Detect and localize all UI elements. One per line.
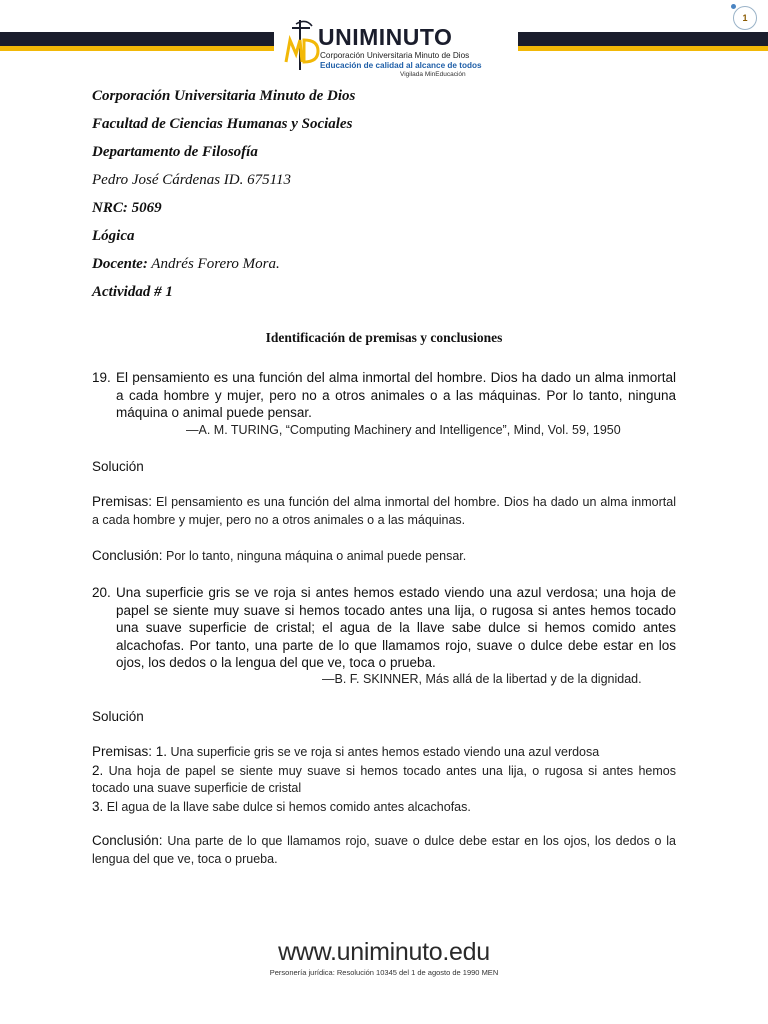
premise-2-number: 2. (92, 762, 104, 778)
conclusion-label: Conclusión: (92, 833, 163, 848)
faculty-line: Facultad de Ciencias Humanas y Sociales (92, 116, 353, 132)
exercise-20-premises (92, 743, 676, 816)
premise-1-text: Una superficie gris se ve roja si antes hemos estado viendo una azul verdosa (167, 745, 600, 759)
exercise-20 (92, 584, 676, 672)
exercise-text: El pensamiento es una función del alma inmortal del hombre. Dios ha dado un alma inmortal a cada hombre y mujer, pero no a otros animales o a las máquinas. Por lo tanto, ninguna máquina o animal puede pensar. (116, 370, 676, 420)
exercise-text: Una superficie gris se ve roja si antes hemos estado viendo una azul verdosa; una hoja de papel se siente muy suave si hemos tocado antes una lija, o rugosa si antes hemos tocado una suave superficie de cristal; el agua de la llave sabe dulce si hemos comido antes alcachofas. Por tanto, una parte de lo que llamamos rojo, suave o dulce debe estar en los ojos, los dedos o la lengua del que ve, toca o prueba. (116, 585, 676, 670)
nrc-line: NRC: 5069 (92, 200, 162, 216)
premise-1 (92, 743, 676, 762)
footer-url: www.uniminuto.edu (278, 938, 490, 966)
teacher-label: Docente: (92, 256, 148, 272)
header-band-left (0, 32, 274, 52)
department-line: Departamento de Filosofía (92, 144, 258, 160)
uniminuto-logo (282, 18, 512, 78)
logo-subtitle: Corporación Universitaria Minuto de Dios (320, 51, 470, 60)
premise-2-text: Una hoja de papel se siente muy suave si hemos tocado antes una lija, o rugosa si antes hemos tocado una suave superficie de cristal (92, 763, 676, 795)
exercise-19-solution-label: Solución (92, 459, 144, 474)
exercise-19-conclusion (92, 547, 676, 566)
subject-line: Lógica (92, 228, 135, 244)
footer-legal: Personería jurídica: Resolución 10345 del 1 de agosto de 1990 MEN (269, 968, 499, 977)
activity-line: Actividad # 1 (92, 284, 173, 300)
conclusion-text: Una parte de lo que llamamos rojo, suave o dulce debe estar en los ojos, los dedos o la lengua del que ve, toca o prueba. (92, 834, 676, 866)
conclusion-text: Por lo tanto, ninguna máquina o animal puede pensar. (162, 549, 467, 563)
exercise-20-conclusion (92, 832, 676, 868)
premises-label: Premisas: (92, 744, 153, 759)
student-line: Pedro José Cárdenas ID. 675113 (92, 172, 291, 188)
conclusion-label: Conclusión: (92, 548, 163, 563)
premises-text: El pensamiento es una función del alma inmortal del hombre. Dios ha dado un alma inmortal a cada hombre y mujer, pero no a otros animales o a las máquinas. (92, 495, 676, 527)
exercise-20-citation: —B. F. SKINNER, Más allá de la libertad y de la dignidad. (322, 672, 642, 686)
document-header (92, 86, 692, 310)
premise-3-number: 3. (92, 798, 104, 814)
md-emblem-icon (282, 18, 322, 74)
exercise-20-solution-label: Solución (92, 709, 144, 724)
exercise-19-citation: —A. M. TURING, “Computing Machinery and Intelligence”, Mind, Vol. 59, 1950 (186, 423, 621, 437)
logo-slogan: Educación de calidad al alcance de todos (320, 61, 482, 70)
university-line: Corporación Universitaria Minuto de Dios (92, 88, 356, 104)
page-number: 1 (733, 6, 757, 30)
logo-name: UNIMINUTO (318, 24, 453, 50)
teacher-name: Andrés Forero Mora. (147, 256, 280, 272)
premises-label: Premisas: (92, 494, 153, 509)
page-number-dot (731, 4, 736, 9)
teacher-line (92, 254, 692, 282)
exercise-19 (92, 369, 676, 422)
header-band-right (518, 32, 768, 52)
document-title: Identificación de premisas y conclusiones (265, 330, 503, 345)
premise-3-text: El agua de la llave sabe dulce si hemos comido antes alcachofas. (103, 799, 471, 814)
premise-3 (92, 798, 676, 817)
exercise-number: 20. (92, 585, 111, 600)
premise-2 (92, 762, 676, 798)
exercise-number: 19. (92, 370, 111, 385)
premise-1-number: 1. (152, 744, 168, 759)
logo-vigilada: Vigilada MinEducación (400, 71, 466, 78)
exercise-19-premises (92, 493, 676, 529)
